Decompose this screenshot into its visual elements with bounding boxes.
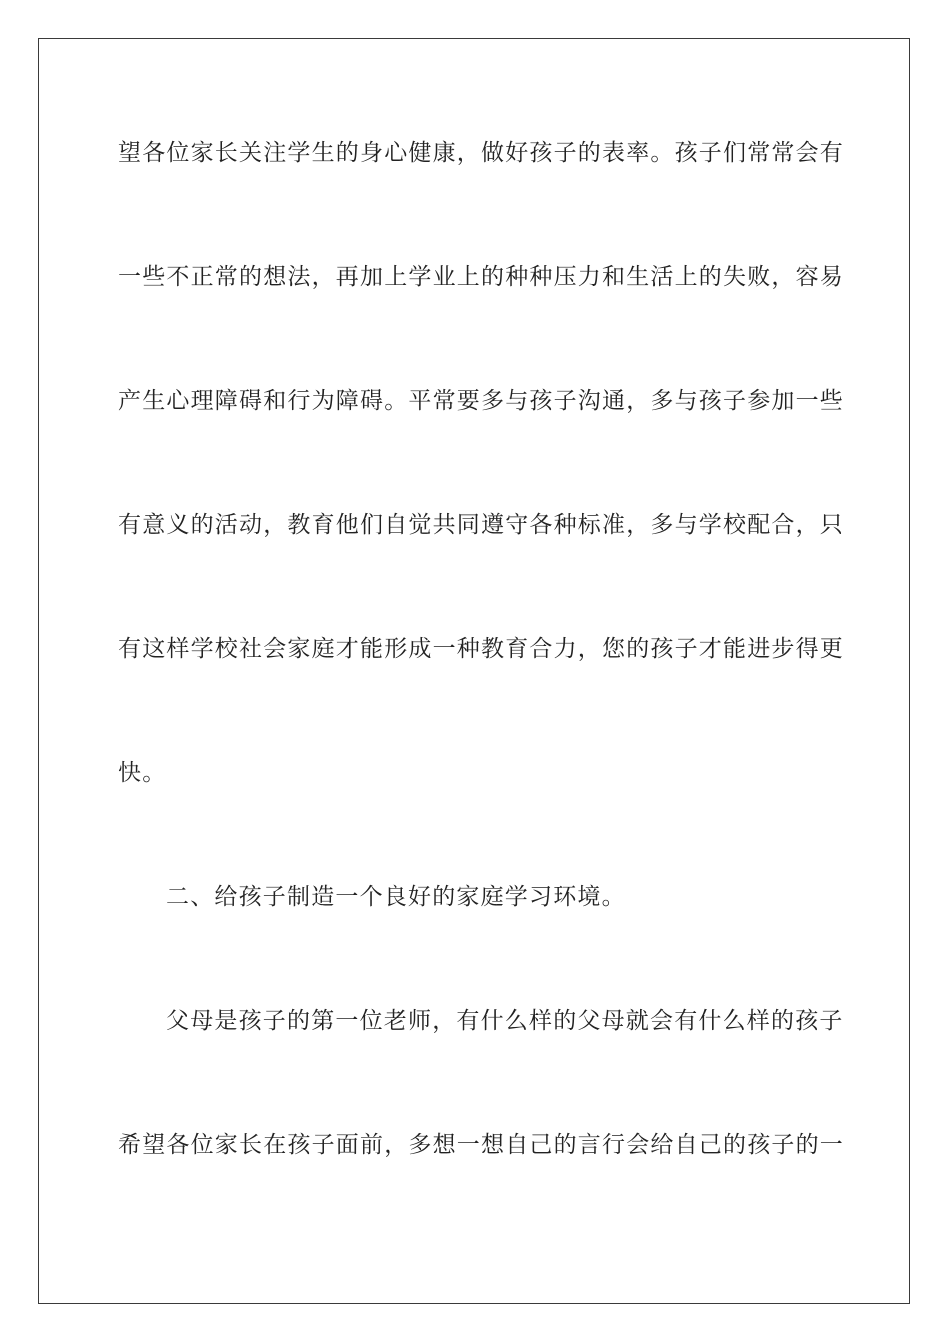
page-border xyxy=(38,38,910,1304)
text-line: 望各位家长关注学生的身心健康，做好孩子的表率。孩子们常常会有 xyxy=(118,140,844,166)
text-line: 一些不正常的想法，再加上学业上的种种压力和生活上的失败，容易 xyxy=(118,264,844,290)
text-line: 快。 xyxy=(118,760,167,786)
text-line: 有意义的活动，教育他们自觉共同遵守各种标准，多与学校配合，只 xyxy=(118,512,844,538)
text-line: 产生心理障碍和行为障碍。平常要多与孩子沟通，多与孩子参加一些 xyxy=(118,388,844,414)
text-line: 希望各位家长在孩子面前，多想一想自己的言行会给自己的孩子的一 xyxy=(118,1132,844,1158)
text-line: 有这样学校社会家庭才能形成一种教育合力，您的孩子才能进步得更 xyxy=(118,636,844,662)
section-heading: 二、给孩子制造一个良好的家庭学习环境。 xyxy=(166,884,626,910)
text-line: 父母是孩子的第一位老师，有什么样的父母就会有什么样的孩子 xyxy=(166,1008,844,1034)
